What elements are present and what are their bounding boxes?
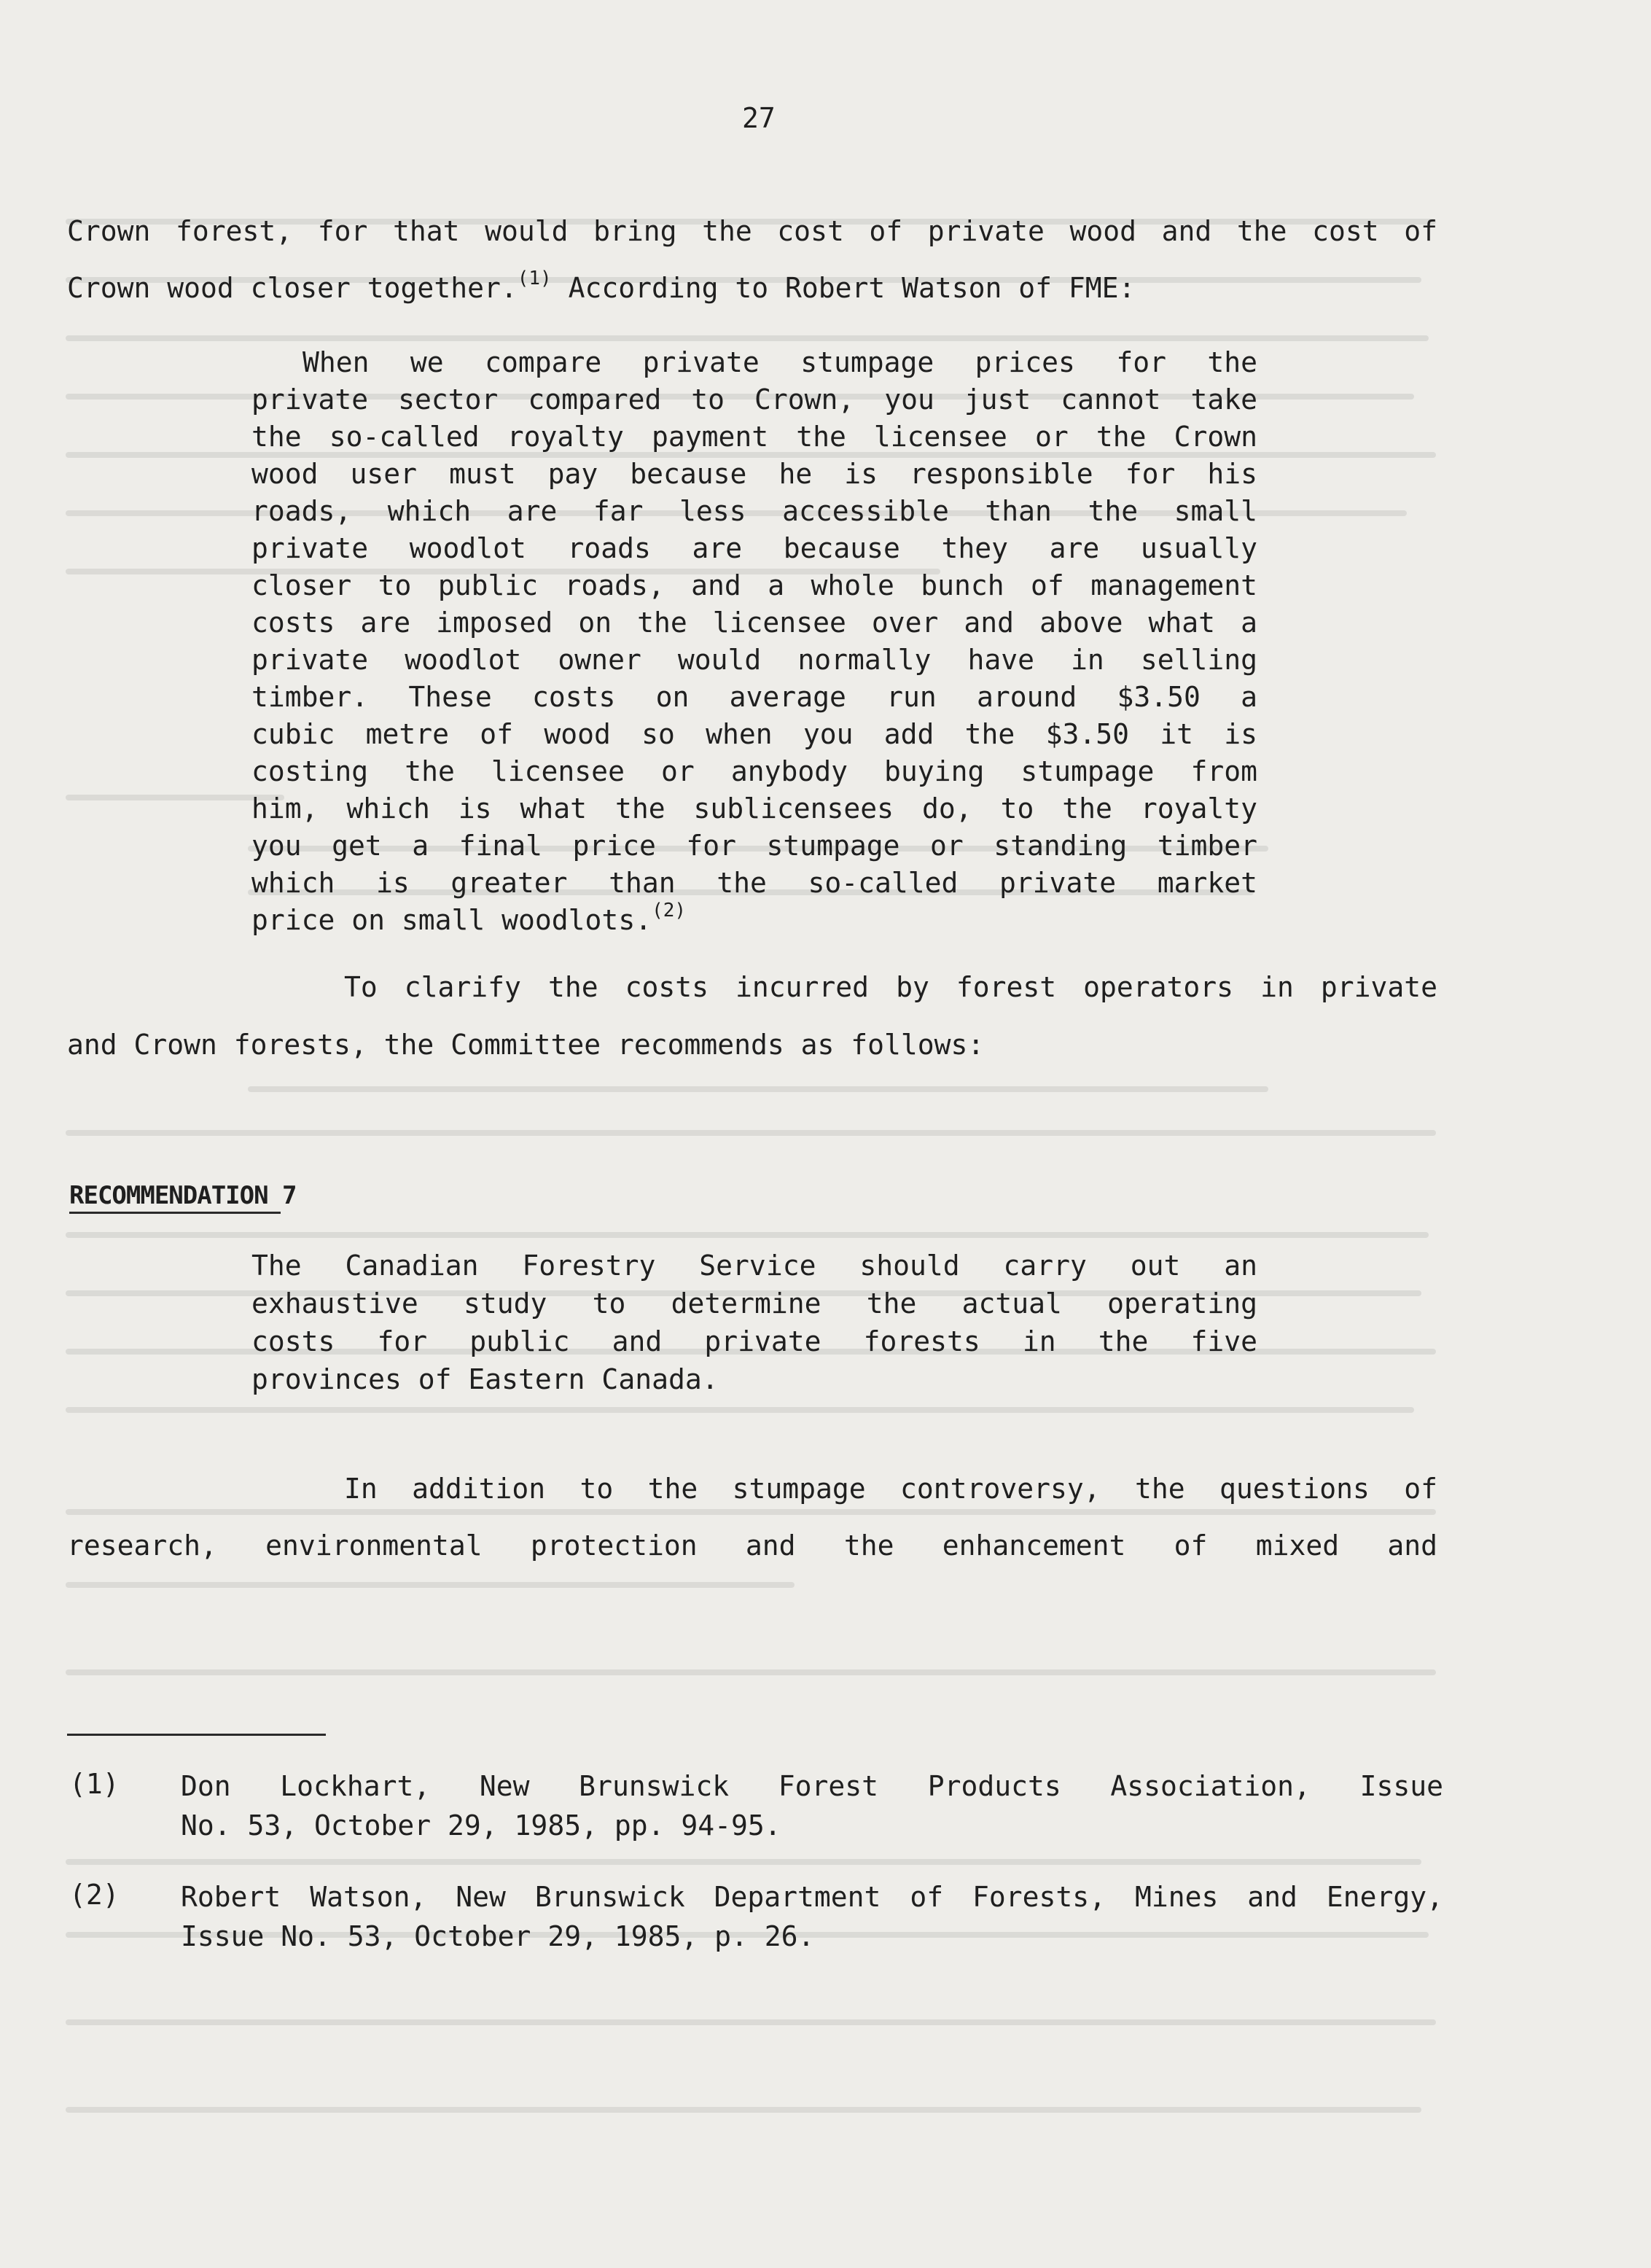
footnote-1-line-2: No. 53, October 29, 1985, pp. 94-95. bbox=[181, 1809, 781, 1842]
recommendation-body bbox=[251, 1247, 1257, 1398]
footnote-2-line-1: Robert Watson, New Brunswick Department of Forests, Mines and Energy, bbox=[181, 1881, 1443, 1913]
footnote-1-number: (1) bbox=[69, 1768, 120, 1800]
footnote-ref-1: (1) bbox=[517, 268, 552, 289]
quote-line: roads, which are far less accessible than the small bbox=[251, 495, 1257, 527]
quote-line: wood user must pay because he is responsible for his bbox=[251, 458, 1257, 490]
footnote-2-line-2: Issue No. 53, October 29, 1985, p. 26. bbox=[181, 1920, 815, 1952]
quote-line: you get a final price for stumpage or standing timber bbox=[251, 830, 1257, 862]
quote-line: cubic metre of wood so when you add the $3.50 it is bbox=[251, 718, 1257, 750]
recommendation-line: provinces of Eastern Canada. bbox=[251, 1363, 719, 1395]
closing-line-2: research, environmental protection and the enhancement of mixed and bbox=[67, 1529, 1437, 1562]
footnote-ref-2: (2) bbox=[652, 900, 687, 921]
block-quote bbox=[251, 344, 1257, 939]
quote-line: timber. These costs on average run around $3.50 a bbox=[251, 681, 1257, 713]
quote-line: the so-called royalty payment the licensee or the Crown bbox=[251, 421, 1257, 453]
page-number: 27 bbox=[742, 102, 776, 134]
intro-line-1: Crown forest, for that would bring the cost of private wood and the cost of bbox=[67, 215, 1437, 247]
footnote-1 bbox=[181, 1766, 1443, 1845]
recommendation-line: The Canadian Forestry Service should carry out an bbox=[251, 1250, 1257, 1282]
recommendation-line: costs for public and private forests in the five bbox=[251, 1325, 1257, 1357]
intro-line-2-text-b: According to Robert Watson of FME: bbox=[551, 272, 1136, 304]
footnote-2 bbox=[181, 1877, 1443, 1956]
clarify-line-1: To clarify the costs incurred by forest operators in private bbox=[344, 971, 1437, 1003]
quote-line: which is greater than the so-called private market bbox=[251, 867, 1257, 899]
closing-line-1: In addition to the stumpage controversy, the questions of bbox=[344, 1473, 1437, 1505]
recommendation-line: exhaustive study to determine the actual operating bbox=[251, 1287, 1257, 1320]
quote-line: him, which is what the sublicensees do, to the royalty bbox=[251, 792, 1257, 825]
quote-line: costs are imposed on the licensee over and above what a bbox=[251, 607, 1257, 639]
recommendation-heading-underline bbox=[69, 1212, 281, 1214]
quote-line: costing the licensee or anybody buying stumpage from bbox=[251, 755, 1257, 787]
footnote-1-line-1: Don Lockhart, New Brunswick Forest Products Association, Issue bbox=[181, 1770, 1443, 1802]
recommendation-heading: RECOMMENDATION 7 bbox=[69, 1181, 297, 1210]
intro-line-2 bbox=[67, 268, 1437, 304]
quote-line: When we compare private stumpage prices for the bbox=[303, 346, 1257, 378]
quote-last-line-text: price on small woodlots. bbox=[251, 904, 652, 936]
clarify-line-2: and Crown forests, the Committee recommends as follows: bbox=[67, 1029, 985, 1061]
quote-line: private woodlot owner would normally have in selling bbox=[251, 644, 1257, 676]
footnote-separator bbox=[67, 1734, 326, 1736]
quote-line: private woodlot roads are because they are usually bbox=[251, 532, 1257, 564]
quote-line: closer to public roads, and a whole bunch of management bbox=[251, 569, 1257, 601]
quote-line: private sector compared to Crown, you just cannot take bbox=[251, 383, 1257, 416]
intro-line-2-text: Crown wood closer together. bbox=[67, 272, 518, 304]
quote-last-line bbox=[251, 902, 1257, 939]
footnote-2-number: (2) bbox=[69, 1879, 120, 1911]
